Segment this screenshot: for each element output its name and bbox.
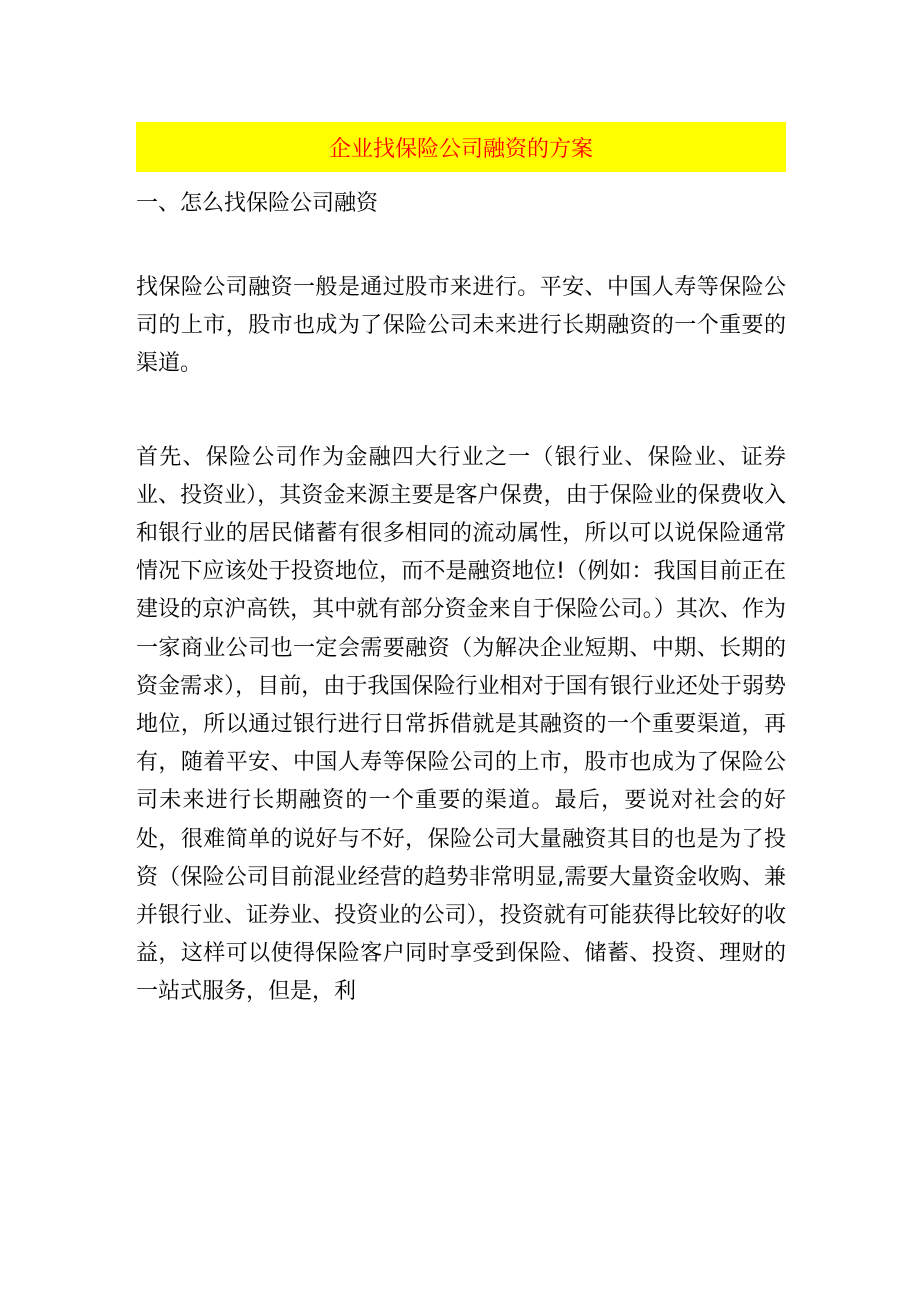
document-title: 企业找保险公司融资的方案 <box>328 136 593 162</box>
paragraph-1: 找保险公司融资一般是通过股市来进行。平安、中国人寿等保险公司的上市，股市也成为了保险公司未来进行长期融资的一个重要的渠道。 <box>136 275 786 377</box>
document-title-banner <box>136 122 786 172</box>
paragraph-2: 首先、保险公司作为金融四大行业之一（银行业、保险业、证券业、投资业），其资金来源主要是客户保费，由于保险业的保费收入和银行业的居民储蓄有很多相同的流动属性，所以可以说保险通常情况下应该处于投资地位，而不是融资地位!（例如：我国目前正在建设的京沪高铁，其中就有部分资金来自于保险公司。）其次、作为一家商业公司也一定会需要融资（为解决企业短期、中期、长期的资金需求），目前，由于我国保险行业相对于国有银行业还处于弱势地位，所以通过银行进行日常拆借就是其融资的一个重要渠道，再有，随着平安、中国人寿等保险公司的上市，股市也成为了保险公司未来进行长期融资的一个重要的渠道。最后，要说对社会的好处，很难简单的说好与不好，保险公司大量融资其目的也是为了投资（保险公司目前混业经营的趋势非常明显,需要大量资金收购、兼并银行业、证券业、投资业的公司），投资就有可能获得比较好的收益，这样可以使得保险客户同时享受到保险、储蓄、投资、理财的一站式服务，但是，利 <box>136 444 786 1005</box>
section-heading: 一、怎么找保险公司融资 <box>136 191 379 216</box>
document-page <box>136 122 786 1067</box>
